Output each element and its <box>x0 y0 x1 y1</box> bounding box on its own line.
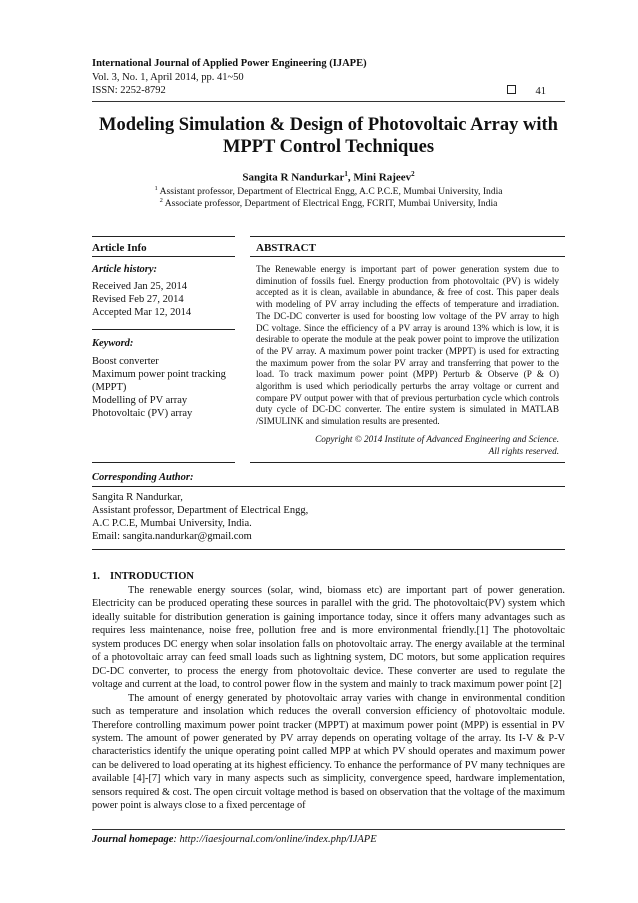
corresponding-line: Sangita R Nandurkar, <box>92 492 183 503</box>
footer-divider <box>92 829 565 830</box>
corresponding-line: A.C P.C.E, Mumbai University, India. <box>92 518 252 529</box>
abstract-bottom-rule <box>250 462 565 463</box>
journal-homepage-link[interactable]: : http://iaesjournal.com/online/index.php/IJAPE <box>173 834 377 845</box>
corresponding-line: Assistant professor, Department of Electrical Engg, <box>92 505 309 516</box>
keyword-item: Modelling of PV array <box>92 395 188 406</box>
info-sub-rule <box>92 256 235 257</box>
abstract-sub-rule <box>250 256 565 257</box>
info-bottom-rule <box>92 462 235 463</box>
checkbox-square-icon <box>507 85 516 94</box>
intro-paragraph-1: The renewable energy sources (solar, wind, biomass etc) are important part of power generation. Electricity can be produced operating these sources in parallel with the grid. The photovoltaic(PV) system which ideally suitable for distribution generation is gaining importance today, since it offers many advantages such as requires less maintenance, noise free, pollution free and is more environmental friendly.[1] The photovoltaic system produces DC energy when solar insolation falls on photovoltaic array. The energy available at the terminal of a photovoltaic array can feed small loads such as lightning system, DC motors, but some application requires DC-DC converter, to process the energy from photovoltaic device. These converter are used to regulate the voltage and current at the load, to control power flow in the system and mainly to track maximum power point [2] <box>92 585 565 691</box>
journal-name: International Journal of Applied Power Engineering (IJAPE) <box>92 58 367 69</box>
article-history <box>92 280 191 319</box>
title-line-1: Modeling Simulation & Design of Photovoltaic Array with <box>99 115 558 135</box>
abstract-top-rule <box>250 236 565 237</box>
author-1-sup: 1 <box>344 170 348 178</box>
keyword-item: Boost converter <box>92 356 159 367</box>
accepted-date: Accepted Mar 12, 2014 <box>92 307 192 318</box>
header-divider <box>92 101 565 102</box>
author-1: Sangita R Nandurkar <box>242 171 345 184</box>
info-top-rule <box>92 236 235 237</box>
section-number: 1. <box>92 571 100 582</box>
revised-date: Revised Feb 27, 2014 <box>92 294 184 305</box>
keyword-label: Keyword: <box>92 338 134 349</box>
journal-volume: Vol. 3, No. 1, April 2014, pp. 41~50 <box>92 72 244 83</box>
corresponding-rule <box>92 486 565 487</box>
author-2: Mini Rajeev <box>353 171 412 184</box>
copyright-line-1: Copyright © 2014 Institute of Advanced Engineering and Science. <box>315 434 559 444</box>
front-matter-bottom-rule <box>92 549 565 550</box>
affiliation-2 <box>92 197 565 209</box>
title-line-2: MPPT Control Techniques <box>222 137 435 157</box>
keyword-item: (MPPT) <box>92 382 127 393</box>
article-history-label: Article history: <box>92 264 158 275</box>
keyword-item: Maximum power point tracking <box>92 369 226 380</box>
footer-label: Journal homepage <box>92 834 174 845</box>
corresponding-author-label: Corresponding Author: <box>92 472 194 483</box>
keyword-item: Photovoltaic (PV) array <box>92 408 193 419</box>
article-info-heading: Article Info <box>92 242 147 254</box>
corresponding-email: Email: sangita.nandurkar@gmail.com <box>92 531 252 542</box>
affiliation-2-sup: 2 <box>159 197 163 204</box>
affiliation-1 <box>92 185 565 197</box>
corresponding-author-details <box>92 491 308 543</box>
keyword-list <box>92 355 226 420</box>
footer <box>92 834 377 845</box>
received-date: Received Jan 25, 2014 <box>92 281 188 292</box>
introduction-body <box>92 584 565 813</box>
copyright-notice <box>256 434 559 457</box>
author-list <box>92 170 565 184</box>
abstract-text: The Renewable energy is important part of power generation system due to diminution of fossils fuel. Energy production from photovoltaic (PV) is widely accepted as it is clean, available in abundance, & free of cost. This paper deals with modeling of PV array including the effects of temperature and irradiation. The DC-DC converter is used for boosting low voltage of the PV array to high DC voltage. Since the efficiency of a PV array is around 13% which is low, it is desirable to operate the module at the peak power point to improve the utilization of the PV array. A maximum power point tracker (MPPT) is used for extracting the maximum power from the solar PV array and transferring that power to the load. To track maximum power point (MPP) Perturb & Observe (P & O) algorithm is used which periodically perturbs the array voltage or current and compare PV output power with that of previous perturbation cycle which controls duty cycle of DC-DC converter. The entire system is simulated in MATLAB /SIMULINK and simulation results are presented. <box>256 264 559 427</box>
page-number-block <box>507 85 547 97</box>
abstract-heading: ABSTRACT <box>256 242 316 254</box>
author-2-sup: 2 <box>411 170 415 178</box>
page-number: 41 <box>535 86 546 97</box>
affiliation-1-sup: 1 <box>154 185 158 192</box>
affiliation-1-text: Assistant professor, Department of Electrical Engg, A.C P.C.E, Mumbai University, India <box>157 186 503 198</box>
section-title: INTRODUCTION <box>110 571 195 582</box>
journal-issn: ISSN: 2252-8792 <box>92 85 166 96</box>
affiliation-2-text: Associate professor, Department of Electrical Engg, FCRIT, Mumbai University, India <box>162 198 498 210</box>
author-separator: , <box>347 171 354 184</box>
keyword-rule <box>92 329 235 330</box>
paper-title <box>92 114 565 158</box>
copyright-line-2: All rights reserved. <box>488 445 559 456</box>
introduction-heading <box>92 571 194 582</box>
intro-paragraph-2: The amount of energy generated by photovoltaic array varies with change in environmental condition such as temperature and insolation which reduces the overall conversion efficiency of photovoltaic module. Therefore controlling maximum power point tracker (MPPT) at maximum power point (MPP) is essential in PV system. The amount of power generated by PV array depends on operating voltage of the array. Its I-V & P-V characteristics identify the unique operating point called MPP at which PV should operates and maximum power can be delivered to load operating at its highest efficiency. To enhance the performance of PV many techniques are available [4]-[7] which vary in many aspects such as simplicity, convergence speed, hardware implementation, sensors required & cost. The open circuit voltage method is based on observation that the voltage of the maximum power point is always close to a fixed percentage of <box>92 692 565 812</box>
